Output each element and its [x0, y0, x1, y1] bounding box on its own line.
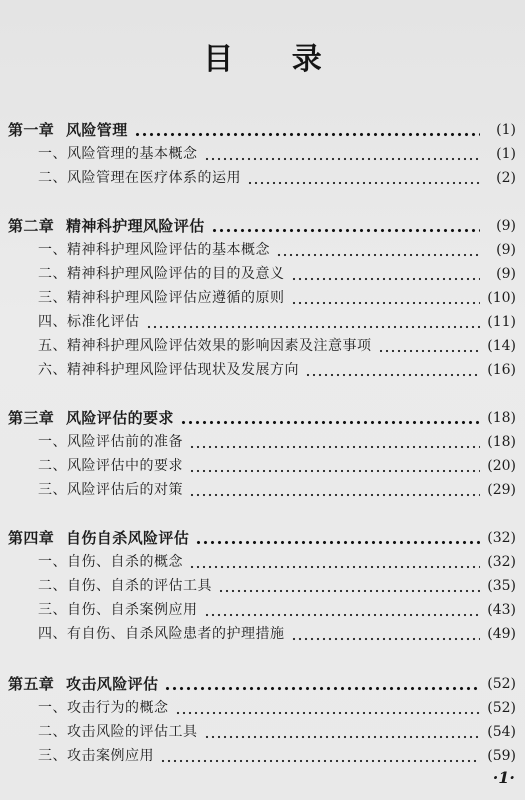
chapter-page-ref: (18) — [487, 410, 516, 426]
section-title: 一、攻击行为的概念 — [38, 700, 169, 716]
dot-leader — [204, 598, 481, 622]
section-page-ref: (54) — [487, 724, 516, 740]
section-title: 四、标准化评估 — [38, 314, 140, 330]
dot-leader — [378, 334, 481, 358]
dot-leader — [211, 214, 480, 238]
section-page-ref: (32) — [487, 554, 516, 570]
chapter-title: 风险评估的要求 — [66, 409, 174, 427]
toc-chapter-3 — [8, 406, 516, 430]
section-page-ref: (10) — [487, 290, 516, 306]
dot-leader — [291, 286, 481, 310]
chapter-page-ref: (1) — [496, 122, 516, 138]
toc-section — [8, 238, 516, 262]
section-page-ref: (59) — [487, 748, 516, 764]
dot-leader — [218, 574, 480, 598]
toc-section — [8, 430, 516, 454]
table-of-contents — [8, 118, 516, 768]
chapter-number: 第三章 — [8, 409, 55, 427]
section-title: 三、精神科护理风险评估应遵循的原则 — [38, 290, 285, 306]
chapter-number: 第五章 — [8, 675, 55, 693]
section-title: 一、风险管理的基本概念 — [38, 146, 198, 162]
chapter-title: 精神科护理风险评估 — [66, 217, 205, 235]
dot-leader — [305, 358, 480, 382]
section-page-ref: (1) — [496, 146, 516, 162]
section-title: 二、攻击风险的评估工具 — [38, 724, 198, 740]
section-page-ref: (49) — [487, 626, 516, 642]
dot-leader — [189, 430, 480, 454]
dot-leader — [189, 550, 480, 574]
toc-chapter-group-1 — [8, 118, 516, 190]
toc-chapter-5 — [8, 672, 516, 696]
page-number: ·1· — [492, 768, 515, 787]
section-title: 三、自伤、自杀案例应用 — [38, 602, 198, 618]
dot-leader — [189, 478, 480, 502]
section-page-ref: (11) — [487, 314, 516, 330]
toc-section — [8, 744, 516, 768]
section-page-ref: (35) — [487, 578, 516, 594]
section-title: 三、攻击案例应用 — [38, 748, 154, 764]
toc-section — [8, 720, 516, 744]
chapter-title: 自伤自杀风险评估 — [66, 529, 190, 547]
dot-leader — [164, 672, 480, 696]
section-title: 四、有自伤、自杀风险患者的护理措施 — [38, 626, 285, 642]
dot-leader — [180, 406, 480, 430]
dot-leader — [276, 238, 480, 262]
dot-leader — [204, 720, 481, 744]
section-title: 一、精神科护理风险评估的基本概念 — [38, 242, 270, 258]
dot-leader — [160, 744, 480, 768]
section-page-ref: (20) — [487, 458, 516, 474]
chapter-number: 第一章 — [8, 121, 55, 139]
chapter-number: 第二章 — [8, 217, 55, 235]
toc-chapter-4 — [8, 526, 516, 550]
chapter-page-ref: (52) — [487, 676, 516, 692]
toc-chapter-group-4 — [8, 526, 516, 646]
section-title: 二、风险评估中的要求 — [38, 458, 183, 474]
toc-section — [8, 310, 516, 334]
toc-section — [8, 696, 516, 720]
toc-section — [8, 334, 516, 358]
section-page-ref: (43) — [487, 602, 516, 618]
chapter-number: 第四章 — [8, 529, 55, 547]
section-title: 一、自伤、自杀的概念 — [38, 554, 183, 570]
section-title: 三、风险评估后的对策 — [38, 482, 183, 498]
section-title: 二、精神科护理风险评估的目的及意义 — [38, 266, 285, 282]
section-title: 五、精神科护理风险评估效果的影响因素及注意事项 — [38, 338, 372, 354]
toc-section — [8, 574, 516, 598]
dot-leader — [291, 622, 481, 646]
toc-section — [8, 598, 516, 622]
section-page-ref: (29) — [487, 482, 516, 498]
toc-section — [8, 358, 516, 382]
dot-leader — [195, 526, 480, 550]
section-title: 二、风险管理在医疗体系的运用 — [38, 170, 241, 186]
section-title: 一、风险评估前的准备 — [38, 434, 183, 450]
section-page-ref: (16) — [487, 362, 516, 378]
chapter-title: 风险管理 — [66, 121, 128, 139]
toc-section — [8, 622, 516, 646]
toc-section — [8, 286, 516, 310]
section-title: 二、自伤、自杀的评估工具 — [38, 578, 212, 594]
chapter-title: 攻击风险评估 — [66, 675, 159, 693]
dot-leader — [146, 310, 481, 334]
section-page-ref: (9) — [496, 242, 516, 258]
chapter-page-ref: (9) — [496, 218, 516, 234]
dot-leader — [134, 118, 480, 142]
toc-chapter-2 — [8, 214, 516, 238]
toc-section — [8, 478, 516, 502]
section-title: 六、精神科护理风险评估现状及发展方向 — [38, 362, 299, 378]
section-page-ref: (2) — [496, 170, 516, 186]
toc-section — [8, 262, 516, 286]
dot-leader — [175, 696, 481, 720]
toc-chapter-group-5 — [8, 672, 516, 768]
toc-chapter-group-2 — [8, 214, 516, 382]
toc-chapter-group-3 — [8, 406, 516, 502]
dot-leader — [189, 454, 480, 478]
page-title: 目 录 — [203, 42, 322, 77]
section-page-ref: (9) — [496, 266, 516, 282]
toc-section — [8, 166, 516, 190]
section-page-ref: (52) — [487, 700, 516, 716]
section-page-ref: (14) — [487, 338, 516, 354]
toc-chapter-1 — [8, 118, 516, 142]
dot-leader — [291, 262, 481, 286]
dot-leader — [204, 142, 481, 166]
dot-leader — [247, 166, 480, 190]
section-page-ref: (18) — [487, 434, 516, 450]
toc-section — [8, 142, 516, 166]
toc-section — [8, 454, 516, 478]
chapter-page-ref: (32) — [487, 530, 516, 546]
toc-section — [8, 550, 516, 574]
